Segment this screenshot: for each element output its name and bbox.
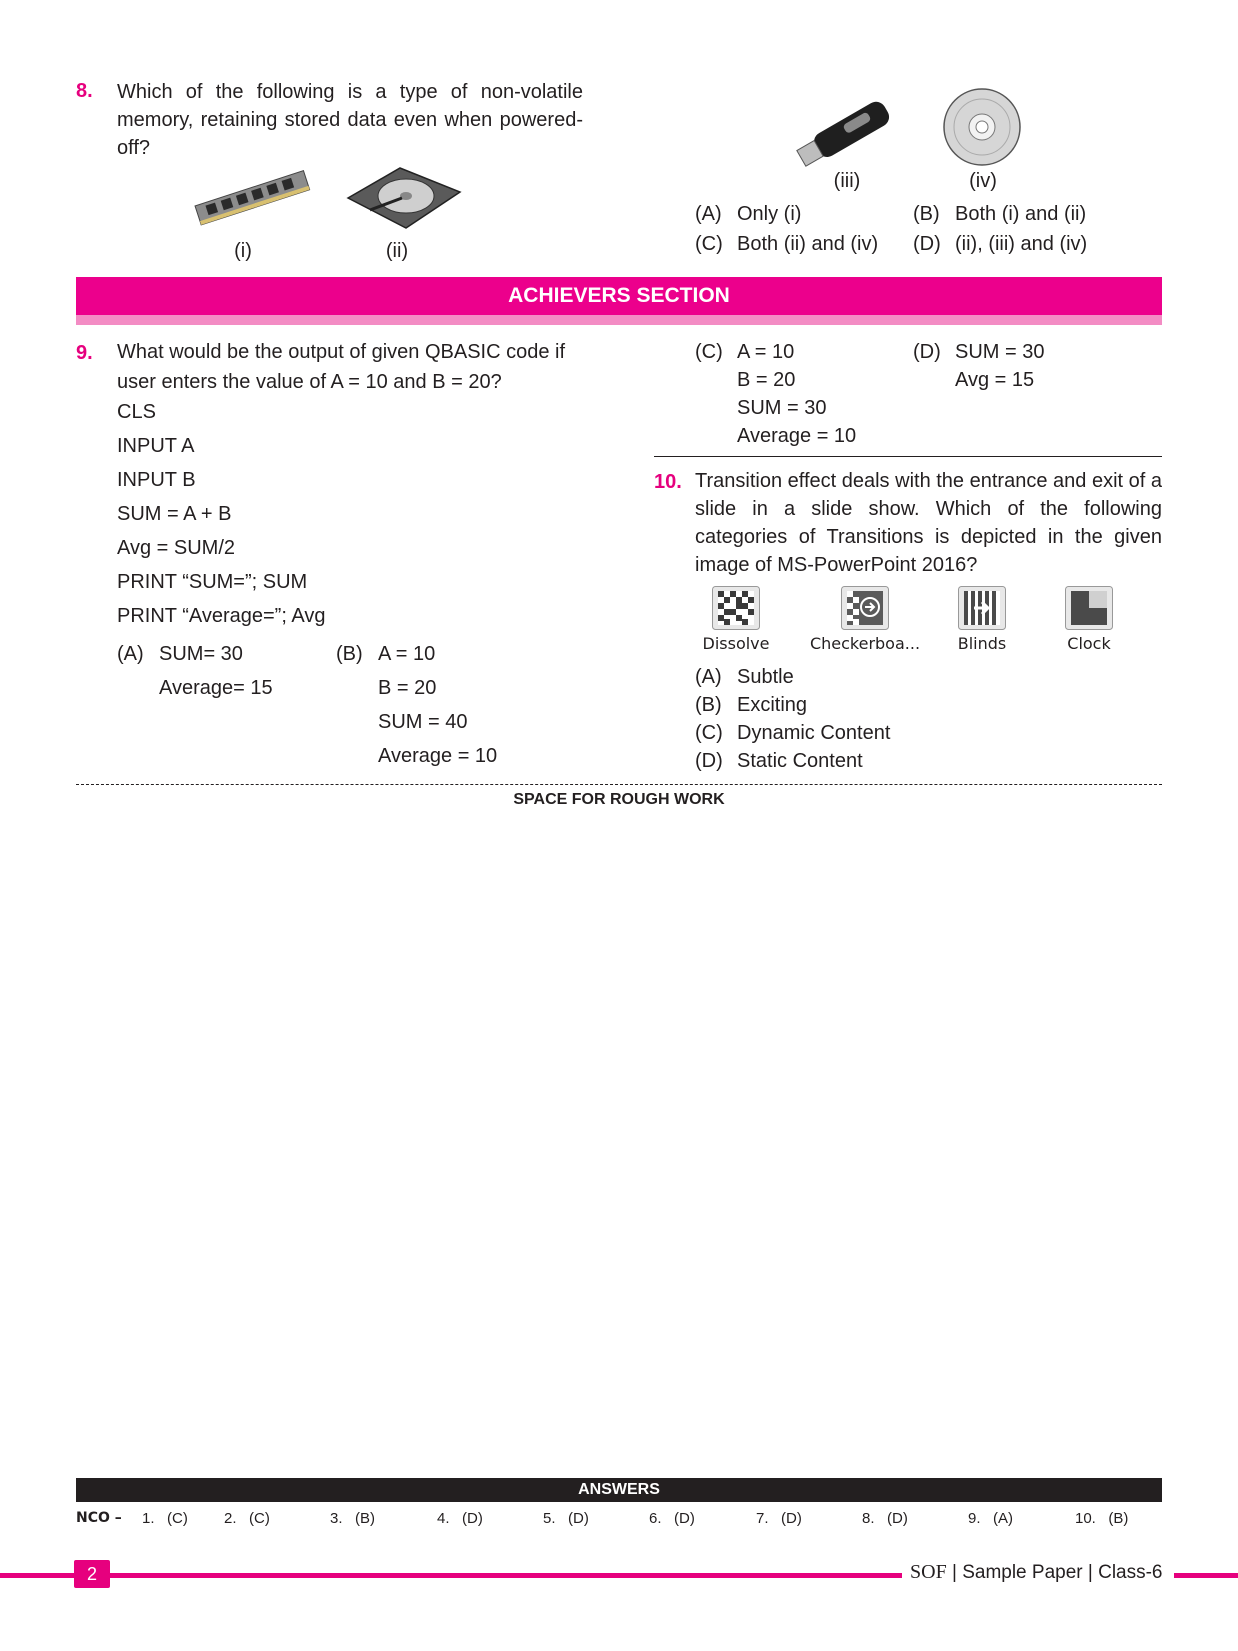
q9-option-c[interactable]	[695, 338, 856, 450]
option-text: (ii), (iii) and (iv)	[955, 233, 1088, 255]
answer-number: 3.	[330, 1510, 343, 1527]
cd-disc-icon	[942, 87, 1022, 172]
option-letter: (D)	[913, 233, 941, 255]
option-line: A = 10	[378, 643, 436, 665]
q8-image-label-ii: (ii)	[385, 240, 409, 262]
answer-item	[649, 1510, 695, 1527]
dissolve-icon	[712, 586, 760, 635]
option-letter: (A)	[695, 666, 722, 688]
answer-value: (C)	[249, 1510, 270, 1527]
option-letter: (A)	[695, 203, 722, 225]
achievers-section-underline	[76, 315, 1162, 325]
answers-prefix: NCO –	[76, 1510, 122, 1526]
option-line: Avg = 15	[955, 369, 1035, 391]
transition-label-blinds: Blinds	[957, 634, 1007, 653]
option-letter: (C)	[695, 341, 723, 363]
footer-line-right	[1174, 1573, 1238, 1578]
option-text: Subtle	[737, 666, 794, 688]
answer-number: 5.	[543, 1510, 556, 1527]
option-line: B = 20	[737, 369, 796, 391]
answers-header: ANSWERS	[76, 1478, 1162, 1502]
q10-option-c[interactable]	[695, 719, 890, 747]
q10-number: 10.	[654, 471, 682, 493]
option-text: Only (i)	[737, 203, 802, 225]
footer-title: | Sample Paper | Class-6	[951, 1562, 1163, 1583]
answer-value: (D)	[887, 1510, 908, 1527]
q8-image-label-iv: (iv)	[969, 170, 997, 192]
option-line: Average = 10	[378, 745, 498, 767]
blinds-icon	[958, 586, 1006, 635]
clock-icon	[1065, 586, 1113, 635]
option-text: Dynamic Content	[737, 722, 891, 744]
answer-item	[968, 1510, 1013, 1527]
answer-number: 10.	[1075, 1510, 1096, 1527]
answer-value: (C)	[167, 1510, 188, 1527]
code-line: INPUT B	[117, 469, 196, 491]
footer-line-left	[0, 1573, 902, 1578]
q8-text: Which of the following is a type of non-volatile memory, retaining stored data even when powered-off?	[117, 81, 583, 159]
usb-drive-icon	[790, 92, 900, 177]
option-line: SUM = 30	[955, 341, 1045, 363]
ram-stick-icon	[190, 160, 315, 240]
q9-text-line-2: user enters the value of A = 10 and B = 20?	[117, 371, 502, 393]
answer-number: 7.	[756, 1510, 769, 1527]
q9-q10-divider	[654, 456, 1162, 457]
answer-item	[224, 1510, 270, 1527]
q9-code-block	[117, 395, 325, 633]
rough-work-divider	[76, 784, 1162, 785]
answer-value: (B)	[1108, 1510, 1129, 1527]
option-letter: (D)	[695, 750, 723, 772]
q9-option-b[interactable]	[336, 637, 497, 773]
hard-disk-icon	[340, 162, 465, 242]
q9-number: 9.	[76, 342, 93, 364]
q8-image-label-i: (i)	[234, 240, 252, 262]
answer-number: 6.	[649, 1510, 662, 1527]
option-letter: (D)	[913, 341, 941, 363]
option-letter: (A)	[117, 643, 144, 665]
footer-title-block	[910, 1561, 1163, 1584]
q9-option-a[interactable]	[117, 637, 273, 705]
answer-number: 8.	[862, 1510, 875, 1527]
q10-option-a[interactable]	[695, 663, 794, 691]
answer-value: (B)	[355, 1510, 376, 1527]
rough-work-label: SPACE FOR ROUGH WORK	[513, 791, 725, 808]
answer-item	[437, 1510, 483, 1527]
option-letter: (B)	[913, 203, 940, 225]
option-text: Exciting	[737, 694, 808, 716]
answer-value: (D)	[568, 1510, 589, 1527]
answer-item	[543, 1510, 589, 1527]
q10-option-d[interactable]	[695, 747, 863, 775]
option-line: SUM = 40	[378, 711, 468, 733]
option-line: SUM= 30	[159, 643, 243, 665]
q8-option-d[interactable]	[913, 230, 1087, 258]
transition-label-checkerboard: Checkerboa...	[809, 634, 921, 653]
q8-option-a[interactable]	[695, 200, 801, 228]
answer-item	[862, 1510, 908, 1527]
option-text: Both (ii) and (iv)	[737, 233, 879, 255]
option-line: A = 10	[737, 341, 795, 363]
checkerboard-icon	[841, 586, 889, 635]
code-line: INPUT A	[117, 435, 195, 457]
q10-option-b[interactable]	[695, 691, 807, 719]
achievers-section-header: ACHIEVERS SECTION	[76, 277, 1162, 315]
q8-option-b[interactable]	[913, 200, 1086, 228]
code-line: PRINT “Average=”; Avg	[117, 605, 326, 627]
option-letter: (C)	[695, 722, 723, 744]
answer-value: (D)	[462, 1510, 483, 1527]
q10-text: Transition effect deals with the entrance and exit of a slide in a slide show. Which of the following categories of Transitions is depicted in the given image of MS-PowerPoint 2016?	[695, 470, 1162, 576]
transition-label-dissolve: Dissolve	[702, 634, 770, 653]
option-letter: (B)	[336, 643, 363, 665]
option-line: B = 20	[378, 677, 437, 699]
code-line: SUM = A + B	[117, 503, 232, 525]
answer-number: 4.	[437, 1510, 450, 1527]
answer-value: (D)	[781, 1510, 802, 1527]
answer-value: (D)	[674, 1510, 695, 1527]
code-line: PRINT “SUM=”; SUM	[117, 571, 308, 593]
q8-option-c[interactable]	[695, 230, 878, 258]
answer-item	[330, 1510, 375, 1527]
q9-option-d[interactable]	[913, 338, 1044, 394]
option-line: SUM = 30	[737, 397, 827, 419]
answer-item	[756, 1510, 802, 1527]
answer-value: (A)	[993, 1510, 1014, 1527]
answer-item	[1075, 1510, 1128, 1527]
answer-number: 9.	[968, 1510, 981, 1527]
answer-item	[142, 1510, 188, 1527]
page-number: 2	[74, 1560, 110, 1588]
q8-number: 8.	[76, 80, 93, 102]
option-letter: (C)	[695, 233, 723, 255]
transition-label-clock: Clock	[1067, 634, 1111, 653]
option-text: Static Content	[737, 750, 863, 772]
answer-number: 2.	[224, 1510, 237, 1527]
option-text: Both (i) and (ii)	[955, 203, 1087, 225]
code-line: CLS	[117, 401, 156, 423]
answer-number: 1.	[142, 1510, 155, 1527]
q8-image-label-iii: (iii)	[833, 170, 861, 192]
option-line: Average= 15	[159, 677, 273, 699]
option-line: Average = 10	[737, 425, 857, 447]
option-letter: (B)	[695, 694, 722, 716]
q9-text-line-1: What would be the output of given QBASIC code if	[117, 341, 566, 363]
code-line: Avg = SUM/2	[117, 537, 236, 559]
sof-logo: SOF	[910, 1561, 947, 1583]
